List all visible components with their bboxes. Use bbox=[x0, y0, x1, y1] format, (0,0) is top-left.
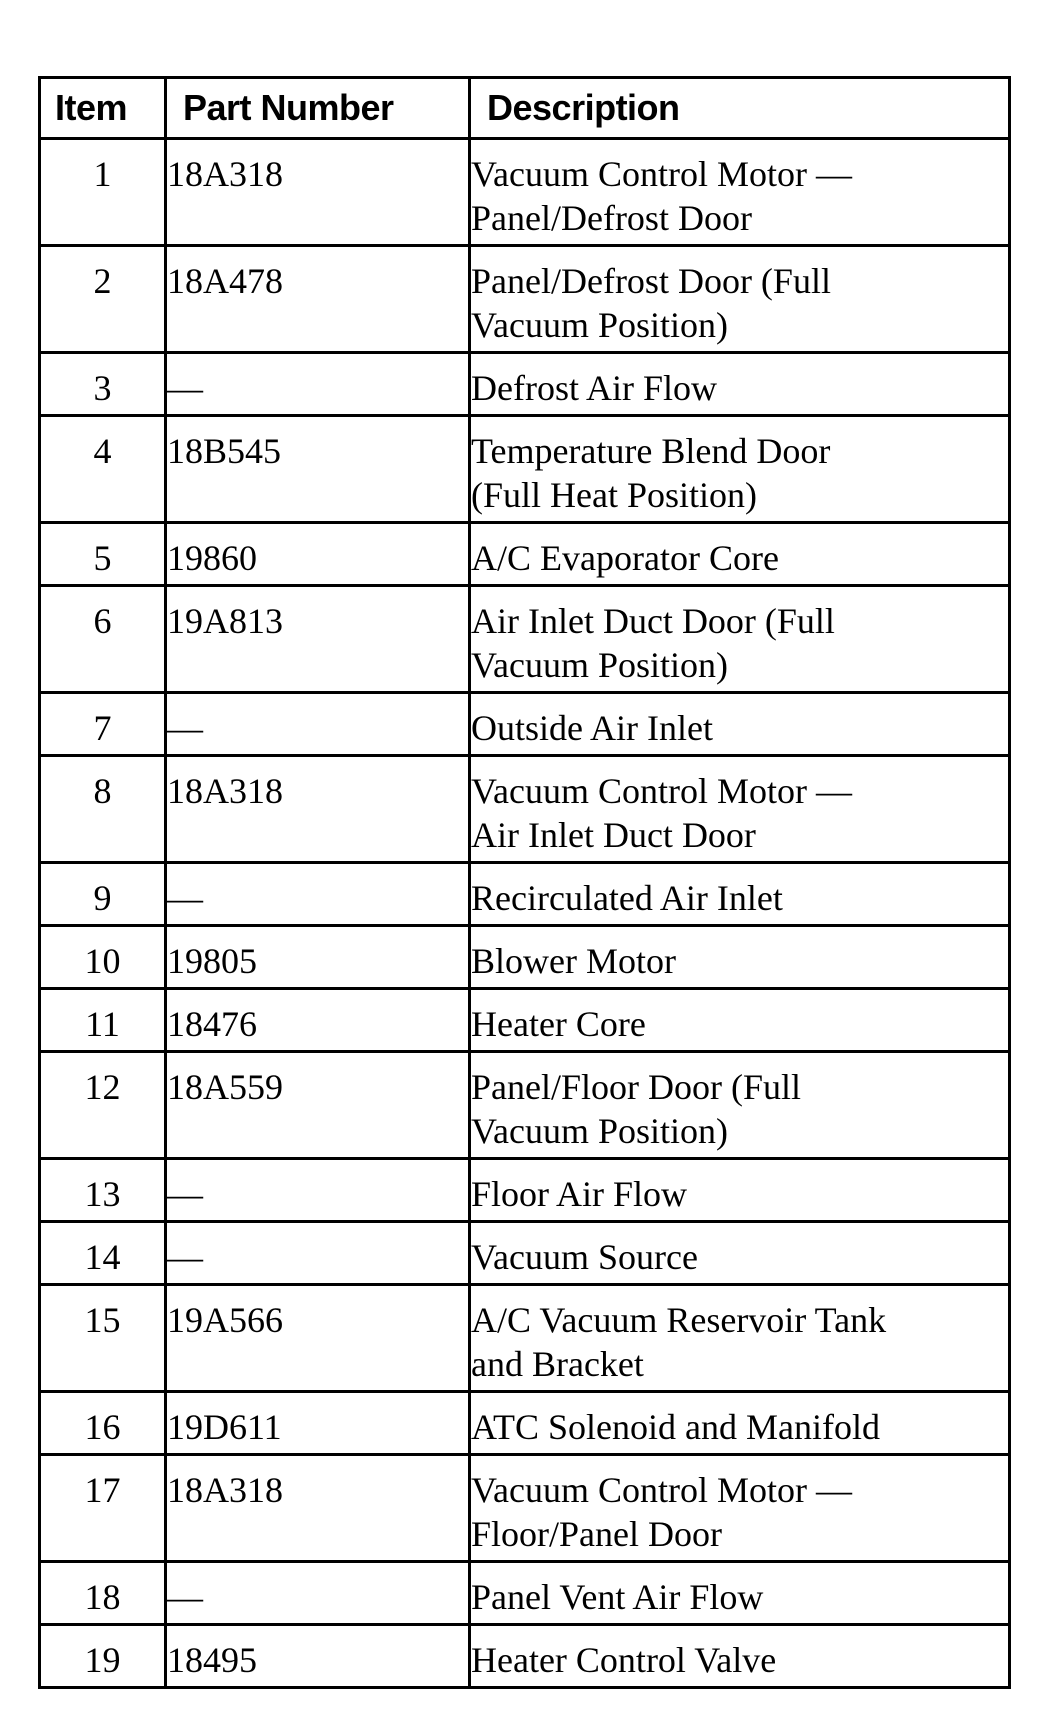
item-number: 14 bbox=[40, 1222, 166, 1285]
part-number: 19A566 bbox=[166, 1285, 470, 1392]
table-row bbox=[40, 139, 1010, 246]
item-number: 5 bbox=[40, 523, 166, 586]
description-line: Vacuum Control Motor — bbox=[471, 154, 852, 194]
description-line: Temperature Blend Door bbox=[471, 431, 831, 471]
description bbox=[470, 523, 1010, 586]
item-number: 11 bbox=[40, 989, 166, 1052]
description-line: Vacuum Position) bbox=[471, 305, 728, 345]
description-line: Air Inlet Duct Door (Full bbox=[471, 601, 835, 641]
description bbox=[470, 586, 1010, 693]
table-row bbox=[40, 989, 1010, 1052]
part-number: 19A813 bbox=[166, 586, 470, 693]
description-line: Air Inlet Duct Door bbox=[471, 815, 756, 855]
description bbox=[470, 246, 1010, 353]
part-number: 18476 bbox=[166, 989, 470, 1052]
description-line: Vacuum Position) bbox=[471, 645, 728, 685]
table-row bbox=[40, 863, 1010, 926]
item-number: 1 bbox=[40, 139, 166, 246]
description-line: Recirculated Air Inlet bbox=[471, 878, 783, 918]
item-number: 2 bbox=[40, 246, 166, 353]
description-line: A/C Evaporator Core bbox=[471, 538, 779, 578]
table-row bbox=[40, 1052, 1010, 1159]
description-line: Panel/Floor Door (Full bbox=[471, 1067, 801, 1107]
description bbox=[470, 693, 1010, 756]
description-line: Heater Core bbox=[471, 1004, 646, 1044]
table-row bbox=[40, 926, 1010, 989]
item-number: 12 bbox=[40, 1052, 166, 1159]
description bbox=[470, 139, 1010, 246]
description bbox=[470, 1159, 1010, 1222]
item-number: 19 bbox=[40, 1625, 166, 1688]
part-number: — bbox=[166, 1159, 470, 1222]
table-row bbox=[40, 246, 1010, 353]
description-line: ATC Solenoid and Manifold bbox=[471, 1407, 880, 1447]
part-number: 18A318 bbox=[166, 139, 470, 246]
description-line: Vacuum Source bbox=[471, 1237, 698, 1277]
table-row bbox=[40, 523, 1010, 586]
description bbox=[470, 1052, 1010, 1159]
description-line: Blower Motor bbox=[471, 941, 676, 981]
description-line: and Bracket bbox=[471, 1344, 644, 1384]
description bbox=[470, 416, 1010, 523]
part-number: 19805 bbox=[166, 926, 470, 989]
item-number: 4 bbox=[40, 416, 166, 523]
item-number: 10 bbox=[40, 926, 166, 989]
part-number: 18A318 bbox=[166, 1455, 470, 1562]
item-number: 9 bbox=[40, 863, 166, 926]
table-row bbox=[40, 1562, 1010, 1625]
part-number: — bbox=[166, 863, 470, 926]
item-number: 7 bbox=[40, 693, 166, 756]
table-row bbox=[40, 353, 1010, 416]
description bbox=[470, 1392, 1010, 1455]
description bbox=[470, 863, 1010, 926]
description bbox=[470, 989, 1010, 1052]
description-line: Outside Air Inlet bbox=[471, 708, 713, 748]
part-number: 18A478 bbox=[166, 246, 470, 353]
item-number: 3 bbox=[40, 353, 166, 416]
table-row bbox=[40, 1392, 1010, 1455]
description-line: Panel Vent Air Flow bbox=[471, 1577, 764, 1617]
description bbox=[470, 353, 1010, 416]
table-row bbox=[40, 1285, 1010, 1392]
item-number: 15 bbox=[40, 1285, 166, 1392]
item-number: 18 bbox=[40, 1562, 166, 1625]
part-number: 18A559 bbox=[166, 1052, 470, 1159]
description-line: (Full Heat Position) bbox=[471, 475, 757, 515]
item-number: 17 bbox=[40, 1455, 166, 1562]
description-line: Vacuum Position) bbox=[471, 1111, 728, 1151]
part-number: — bbox=[166, 1222, 470, 1285]
header-row bbox=[40, 78, 1010, 139]
table-row bbox=[40, 756, 1010, 863]
table-row bbox=[40, 1625, 1010, 1688]
description bbox=[470, 1625, 1010, 1688]
description bbox=[470, 1285, 1010, 1392]
item-number: 8 bbox=[40, 756, 166, 863]
part-number: — bbox=[166, 693, 470, 756]
table-row bbox=[40, 1222, 1010, 1285]
table-row bbox=[40, 1455, 1010, 1562]
description-line: A/C Vacuum Reservoir Tank bbox=[471, 1300, 887, 1340]
description-line: Floor/Panel Door bbox=[471, 1514, 722, 1554]
part-number: 18A318 bbox=[166, 756, 470, 863]
description-line: Defrost Air Flow bbox=[471, 368, 717, 408]
item-number: 13 bbox=[40, 1159, 166, 1222]
description bbox=[470, 756, 1010, 863]
description bbox=[470, 1562, 1010, 1625]
item-number: 6 bbox=[40, 586, 166, 693]
header-item: Item bbox=[40, 78, 166, 139]
part-number: 19D611 bbox=[166, 1392, 470, 1455]
part-number: — bbox=[166, 353, 470, 416]
part-number: 19860 bbox=[166, 523, 470, 586]
description bbox=[470, 926, 1010, 989]
description-line: Floor Air Flow bbox=[471, 1174, 688, 1214]
description-line: Vacuum Control Motor — bbox=[471, 1470, 852, 1510]
part-number: 18495 bbox=[166, 1625, 470, 1688]
table-row bbox=[40, 693, 1010, 756]
item-number: 16 bbox=[40, 1392, 166, 1455]
description bbox=[470, 1455, 1010, 1562]
description-line: Panel/Defrost Door bbox=[471, 198, 752, 238]
description bbox=[470, 1222, 1010, 1285]
table-row bbox=[40, 1159, 1010, 1222]
table-row bbox=[40, 586, 1010, 693]
parts-table-body bbox=[40, 139, 1010, 1688]
header-part-number: Part Number bbox=[166, 78, 470, 139]
table-row bbox=[40, 416, 1010, 523]
description-line: Heater Control Valve bbox=[471, 1640, 777, 1680]
description-line: Vacuum Control Motor — bbox=[471, 771, 852, 811]
parts-table bbox=[38, 76, 1011, 1689]
part-number: 18B545 bbox=[166, 416, 470, 523]
part-number: — bbox=[166, 1562, 470, 1625]
description-line: Panel/Defrost Door (Full bbox=[471, 261, 831, 301]
header-description: Description bbox=[470, 78, 1010, 139]
